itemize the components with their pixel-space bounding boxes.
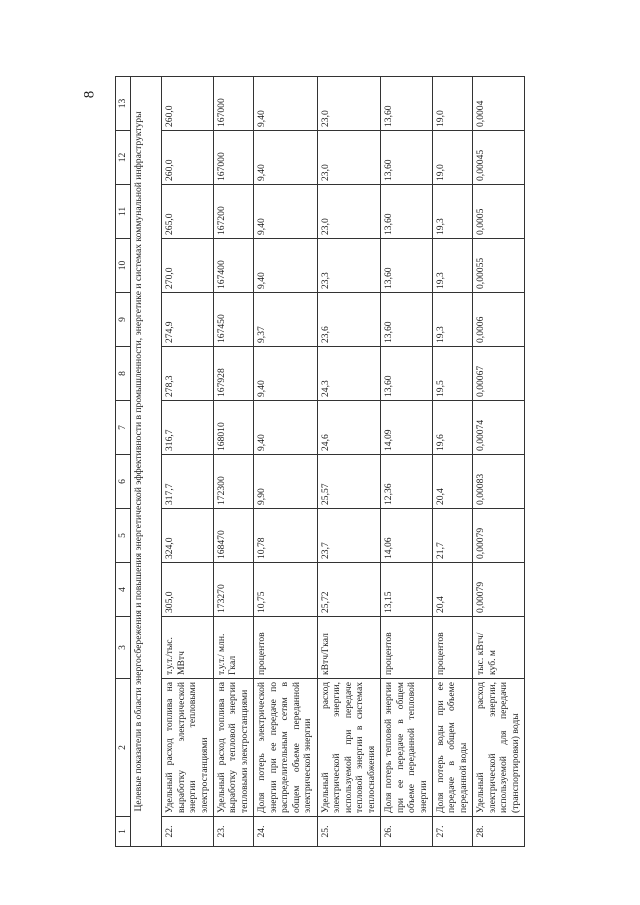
value-cell: 0,0006: [473, 293, 525, 347]
value-cell: 0,00055: [473, 239, 525, 293]
value-cell: 9,40: [254, 239, 318, 293]
column-number-cell: 8: [116, 347, 131, 401]
indicator-name-cell: Удельный расход электрической энергии, используемой для передачи (транспортировки) воды: [473, 679, 525, 817]
column-number-cell: 4: [116, 563, 131, 617]
indicator-name-cell: Доля потерь тепловой энергии при ее передаче в общем объеме переданной тепловой энергии: [381, 679, 433, 817]
row-number-cell: 25.: [317, 817, 381, 847]
table-body: [116, 77, 525, 847]
value-cell: 0,0005: [473, 185, 525, 239]
value-cell: 13,60: [381, 185, 433, 239]
column-number-cell: 11: [116, 185, 131, 239]
value-cell: 168010: [213, 401, 253, 455]
value-cell: 25,57: [317, 455, 381, 509]
value-cell: 19,0: [432, 77, 472, 131]
table-row: [162, 77, 214, 847]
page-number: 8: [81, 90, 98, 99]
value-cell: 172300: [213, 455, 253, 509]
value-cell: 9,40: [254, 185, 318, 239]
column-number-row: [116, 77, 131, 847]
unit-cell: процентов: [381, 617, 433, 679]
value-cell: 167450: [213, 293, 253, 347]
value-cell: 278,3: [162, 347, 214, 401]
value-cell: 168470: [213, 509, 253, 563]
value-cell: 167400: [213, 239, 253, 293]
value-cell: 167000: [213, 77, 253, 131]
value-cell: 9,40: [254, 347, 318, 401]
value-cell: 10,75: [254, 563, 318, 617]
value-cell: 13,60: [381, 293, 433, 347]
unit-cell: процентов: [432, 617, 472, 679]
value-cell: 19,5: [432, 347, 472, 401]
column-number-cell: 3: [116, 617, 131, 679]
value-cell: 0,00079: [473, 509, 525, 563]
value-cell: 167928: [213, 347, 253, 401]
value-cell: 9,40: [254, 131, 318, 185]
table-row: [473, 77, 525, 847]
row-number-cell: 24.: [254, 817, 318, 847]
unit-cell: кВтч/Гкал: [317, 617, 381, 679]
value-cell: 13,60: [381, 239, 433, 293]
value-cell: 0,00083: [473, 455, 525, 509]
indicator-name-cell: Удельный расход топлива на выработку электрической энергии тепловыми электростанциями: [162, 679, 214, 817]
value-cell: 25,72: [317, 563, 381, 617]
value-cell: 19,6: [432, 401, 472, 455]
value-cell: 13,60: [381, 131, 433, 185]
value-cell: 13,60: [381, 77, 433, 131]
value-cell: 0,0004: [473, 77, 525, 131]
value-cell: 10,78: [254, 509, 318, 563]
table-row: [317, 77, 381, 847]
value-cell: 0,00045: [473, 131, 525, 185]
value-cell: 0,00074: [473, 401, 525, 455]
value-cell: 23,6: [317, 293, 381, 347]
unit-cell: тыс. кВтч/ куб. м: [473, 617, 525, 679]
column-number-cell: 7: [116, 401, 131, 455]
value-cell: 265,0: [162, 185, 214, 239]
column-number-cell: 5: [116, 509, 131, 563]
value-cell: 270,0: [162, 239, 214, 293]
value-cell: 23,3: [317, 239, 381, 293]
value-cell: 23,0: [317, 131, 381, 185]
value-cell: 14,09: [381, 401, 433, 455]
value-cell: 9,40: [254, 401, 318, 455]
row-number-cell: 22.: [162, 817, 214, 847]
value-cell: 316,7: [162, 401, 214, 455]
value-cell: 0,00079: [473, 563, 525, 617]
value-cell: 24,3: [317, 347, 381, 401]
table-row: [213, 77, 253, 847]
indicator-name-cell: Доля потерь электрической энергии при ее передаче по распределительным сетям в общем объеме переданной электрической энергии: [254, 679, 318, 817]
value-cell: 24,6: [317, 401, 381, 455]
unit-cell: т.у.т./тыс. МВтч: [162, 617, 214, 679]
value-cell: 19,3: [432, 293, 472, 347]
unit-cell: т.у.т./ млн. Гкал: [213, 617, 253, 679]
column-number-cell: 1: [116, 817, 131, 847]
value-cell: 23,7: [317, 509, 381, 563]
row-number-cell: 23.: [213, 817, 253, 847]
value-cell: 20,4: [432, 455, 472, 509]
table-row: [254, 77, 318, 847]
value-cell: 274,9: [162, 293, 214, 347]
value-cell: 0,00067: [473, 347, 525, 401]
section-title: Целевые показатели в области энергосбережения и повышения энергетической эффективности в промышленности, энергетике и системах коммунальной инфраструктуры: [131, 77, 162, 847]
value-cell: 19,3: [432, 239, 472, 293]
value-cell: 13,60: [381, 347, 433, 401]
row-number-cell: 28.: [473, 817, 525, 847]
value-cell: 21,7: [432, 509, 472, 563]
column-number-cell: 10: [116, 239, 131, 293]
value-cell: 13,15: [381, 563, 433, 617]
value-cell: 260,0: [162, 77, 214, 131]
column-number-cell: 6: [116, 455, 131, 509]
rotated-table-container: [115, 77, 525, 847]
value-cell: 14,06: [381, 509, 433, 563]
value-cell: 23,0: [317, 185, 381, 239]
value-cell: 19,3: [432, 185, 472, 239]
value-cell: 9,90: [254, 455, 318, 509]
row-number-cell: 27.: [432, 817, 472, 847]
indicator-name-cell: Доля потерь воды при ее передаче в общем объеме переданной воды: [432, 679, 472, 817]
column-number-cell: 2: [116, 679, 131, 817]
value-cell: 20,4: [432, 563, 472, 617]
value-cell: 9,40: [254, 77, 318, 131]
section-title-row: [131, 77, 162, 847]
indicators-table: [115, 76, 525, 847]
column-number-cell: 12: [116, 131, 131, 185]
value-cell: 173270: [213, 563, 253, 617]
value-cell: 19,0: [432, 131, 472, 185]
row-number-cell: 26.: [381, 817, 433, 847]
column-number-cell: 13: [116, 77, 131, 131]
value-cell: 23,0: [317, 77, 381, 131]
table-row: [381, 77, 433, 847]
value-cell: 260,0: [162, 131, 214, 185]
unit-cell: процентов: [254, 617, 318, 679]
table-row: [432, 77, 472, 847]
value-cell: 305,0: [162, 563, 214, 617]
value-cell: 12,36: [381, 455, 433, 509]
column-number-cell: 9: [116, 293, 131, 347]
value-cell: 167000: [213, 131, 253, 185]
value-cell: 167200: [213, 185, 253, 239]
indicator-name-cell: Удельный расход топлива на выработку тепловой энергии тепловыми электростанциями: [213, 679, 253, 817]
value-cell: 9,37: [254, 293, 318, 347]
indicator-name-cell: Удельный расход электрической энергии, используемой при передаче тепловой энергии в системах теплоснабжения: [317, 679, 381, 817]
value-cell: 324,0: [162, 509, 214, 563]
value-cell: 317,7: [162, 455, 214, 509]
